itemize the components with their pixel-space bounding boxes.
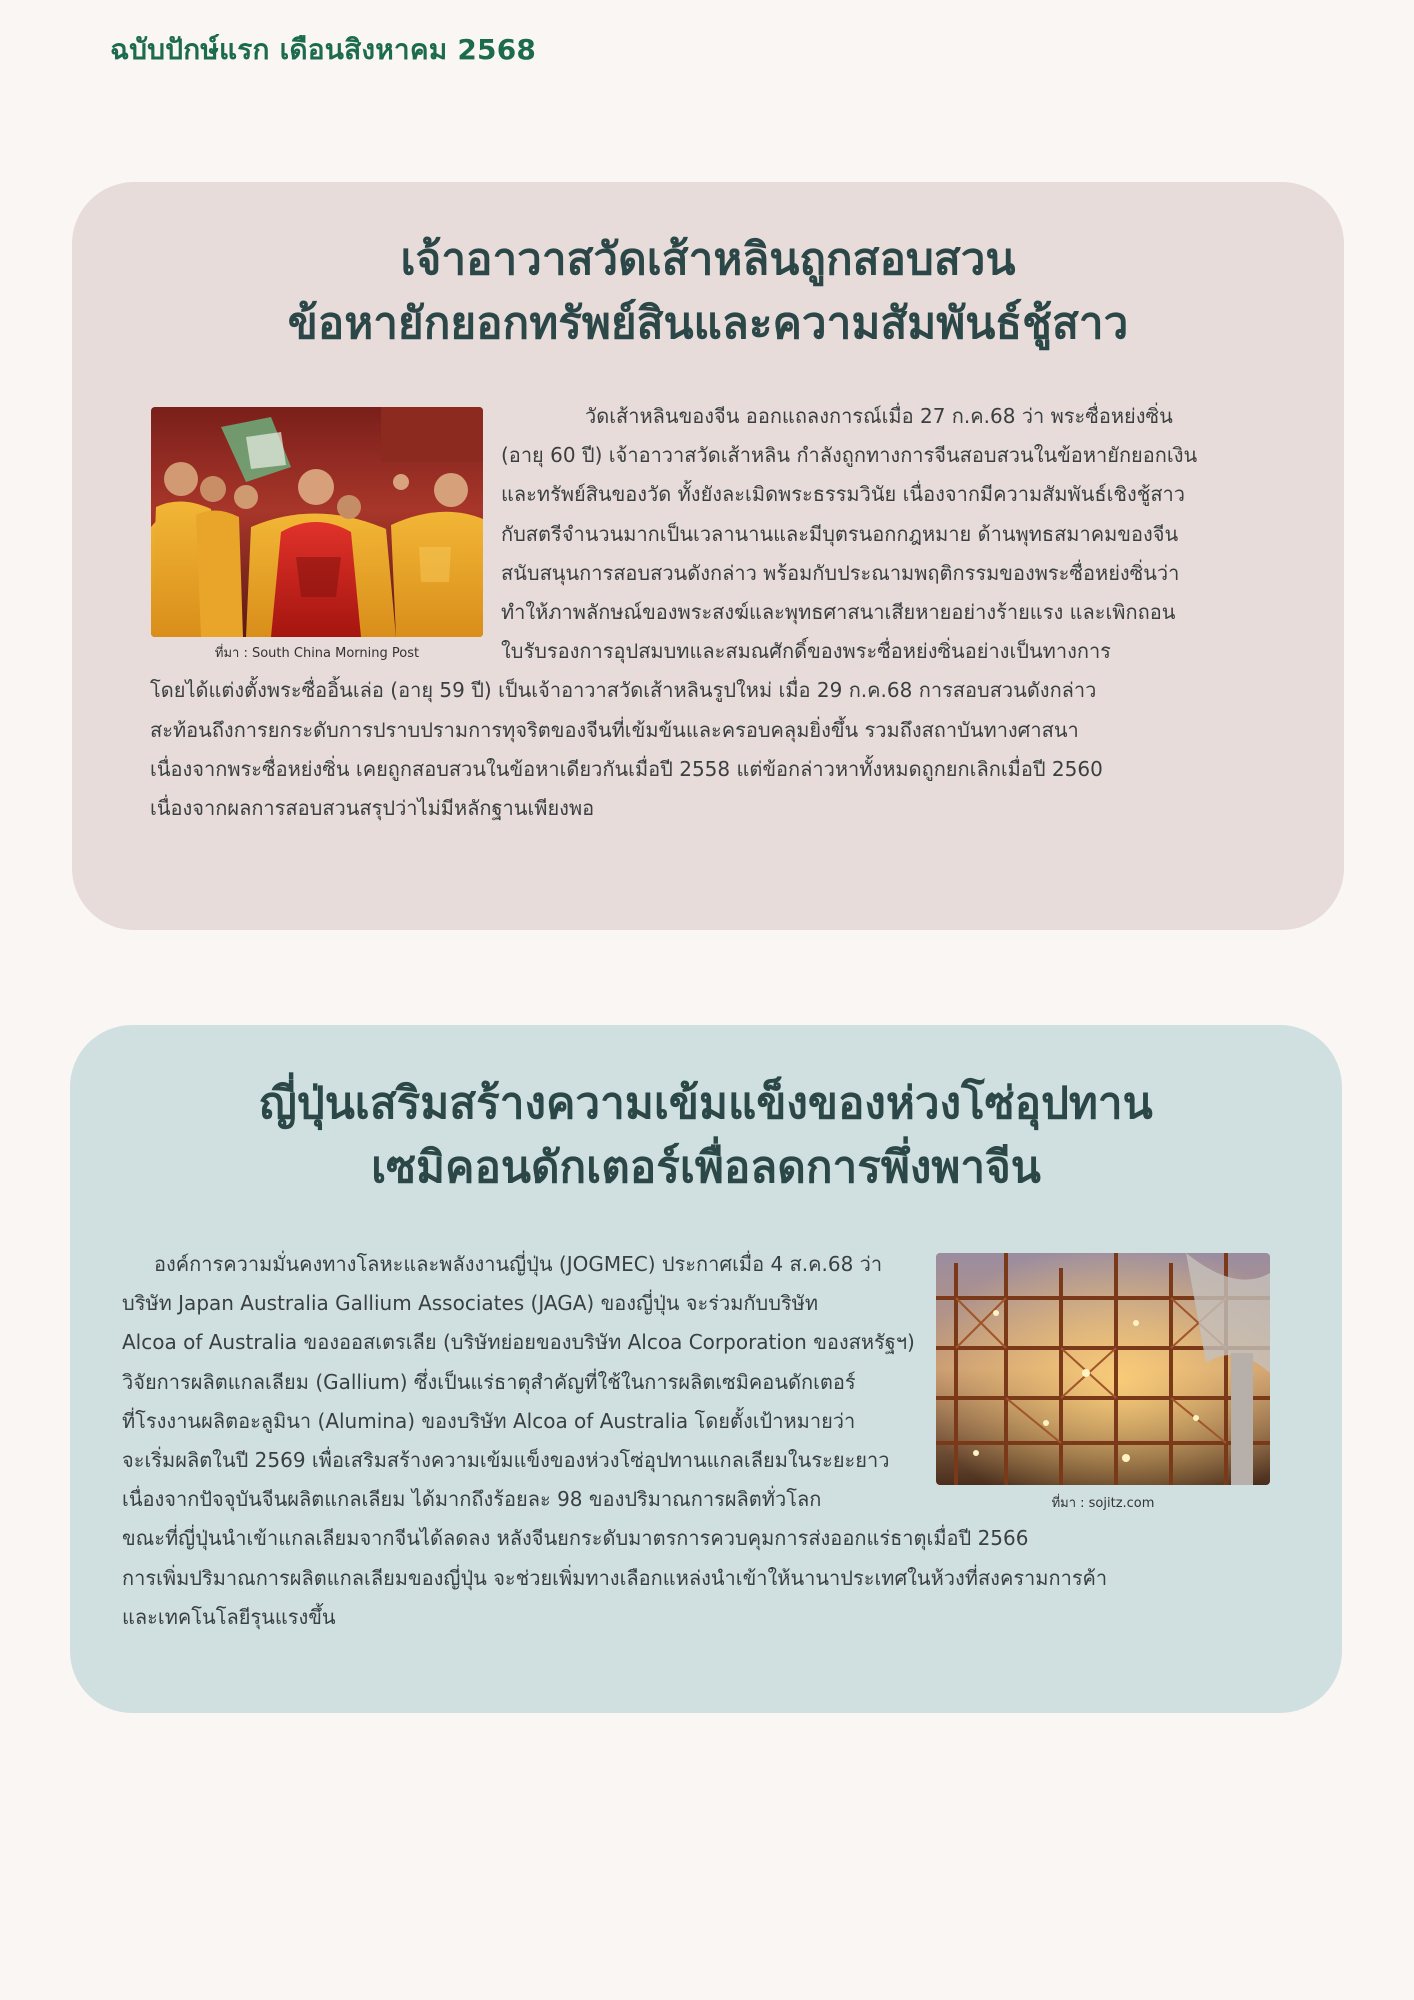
body-line: เนื่องจากพระซื่อหย่งซิ่น เคยถูกสอบสวนในข้อหาเดียวกันเมื่อปี 2558 แต่ข้อกล่าวหาทั้งหมดถูกยกเลิกเมื่อปี 2560 [150, 756, 1103, 781]
body-line: และเทคโนโลยีรุนแรงขึ้น [122, 1604, 336, 1629]
headline-line: ข้อหายักยอกทรัพย์สินและความสัมพันธ์ชู้สาว [287, 298, 1129, 349]
article-headline [72, 228, 1344, 356]
article-headline [70, 1072, 1342, 1200]
body-line: วัดเส้าหลินของจีน ออกแถลงการณ์เมื่อ 27 ก.ค.68 ว่า พระซื่อหย่งซิ่น [585, 404, 1173, 428]
body-line: เนื่องจากผลการสอบสวนสรุปว่าไม่มีหลักฐานเพียงพอ [150, 795, 595, 820]
body-line: เนื่องจากปัจจุบันจีนผลิตแกลเลียม ได้มากถึงร้อยละ 98 ของปริมาณการผลิตทั่วโลก [122, 1487, 822, 1512]
body-line: สะท้อนถึงการยกระดับการปราบปรามการทุจริตของจีนที่เข้มข้นและครอบคลุมยิ่งขึ้น รวมถึงสถาบันทางศาสนา [150, 717, 1079, 742]
image-credit: ที่มา : sojitz.com [1051, 1496, 1155, 1511]
article-body [150, 397, 1197, 828]
body-line: สนับสนุนการสอบสวนดังกล่าว พร้อมกับประณามพฤติกรรมของพระซื่อหย่งซิ่นว่า [501, 560, 1180, 585]
body-line: ที่โรงงานผลิตอะลูมินา (Alumina) ของบริษัท Alcoa of Australia โดยตั้งเป้าหมายว่า [122, 1408, 856, 1433]
body-line: กับสตรีจำนวนมากเป็นเวลานานและมีบุตรนอกกฎหมาย ด้านพุทธสมาคมของจีน [501, 521, 1179, 546]
body-line: (อายุ 60 ปี) เจ้าอาวาสวัดเส้าหลิน กำลังถูกทางการจีนสอบสวนในข้อหายักยอกเงิน [501, 443, 1198, 468]
article-card-gallium [70, 1025, 1342, 1713]
headline-line: เจ้าอาวาสวัดเส้าหลินถูกสอบสวน [400, 234, 1016, 285]
body-line: Alcoa of Australia ของออสเตรเลีย (บริษัทย่อยของบริษัท Alcoa Corporation ของสหรัฐฯ) [122, 1330, 915, 1355]
body-line: และทรัพย์สินของวัด ทั้งยังละเมิดพระธรรมวินัย เนื่องจากมีความสัมพันธ์เชิงชู้สาว [501, 482, 1186, 507]
headline-line: ญี่ปุ่นเสริมสร้างความเข้มแข็งของห่วงโซ่อุปทาน [259, 1078, 1153, 1129]
body-line: ขณะที่ญี่ปุ่นนำเข้าแกลเลียมจากจีนได้ลดลง หลังจีนยกระดับมาตรการควบคุมการส่งออกแร่ธาตุเมื่อปี 2566 [122, 1526, 1029, 1551]
image-credit: ที่มา : South China Morning Post [214, 646, 420, 661]
body-line: โดยได้แต่งตั้งพระซื่ออิ้นเล่อ (อายุ 59 ปี) เป็นเจ้าอาวาสวัดเส้าหลินรูปใหม่ เมื่อ 29 ก.ค.68 การสอบสวนดังกล่าว [150, 678, 1097, 703]
article-photo-plant [936, 1253, 1270, 1485]
body-line: บริษัท Japan Australia Gallium Associates (JAGA) ของญี่ปุ่น จะร่วมกับบริษัท [122, 1291, 819, 1316]
body-line: การเพิ่มปริมาณการผลิตแกลเลียมของญี่ปุ่น จะช่วยเพิ่มทางเลือกแหล่งนำเข้าให้นานาประเทศในห้วงที่สงครามการค้า [122, 1565, 1108, 1590]
body-line: องค์การความมั่นคงทางโลหะและพลังงานญี่ปุ่น (JOGMEC) ประกาศเมื่อ 4 ส.ค.68 ว่า [154, 1252, 883, 1276]
headline-line: เซมิคอนดักเตอร์เพื่อลดการพึ่งพาจีน [371, 1142, 1041, 1193]
body-line: ทำให้ภาพลักษณ์ของพระสงฆ์และพุทธศาสนาเสียหายอย่างร้ายแรง และเพิกถอน [501, 599, 1176, 624]
article-card-shaolin [72, 182, 1344, 930]
body-line: วิจัยการผลิตแกลเลียม (Gallium) ซึ่งเป็นแร่ธาตุสำคัญที่ใช้ในการผลิตเซมิคอนดักเตอร์ [122, 1369, 856, 1394]
body-line: ใบรับรองการอุปสมบทและสมณศักดิ์ของพระซื่อหย่งซิ่นอย่างเป็นทางการ [501, 639, 1111, 664]
body-line: จะเริ่มผลิตในปี 2569 เพื่อเสริมสร้างความเข้มแข็งของห่วงโซ่อุปทานแกลเลียมในระยะยาว [122, 1447, 890, 1472]
issue-label: ฉบับปักษ์แรก เดือนสิงหาคม 2568 [110, 33, 537, 66]
